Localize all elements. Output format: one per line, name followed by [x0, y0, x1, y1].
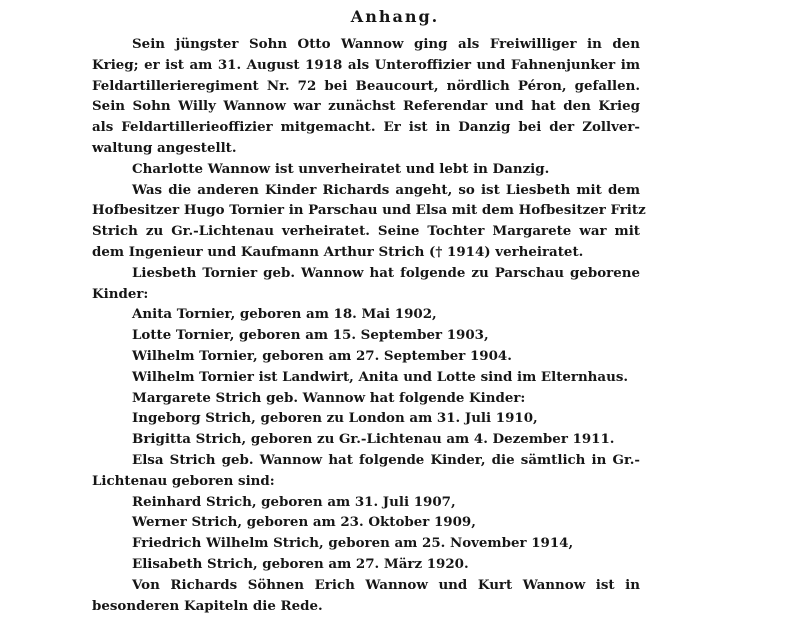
document-body — [92, 34, 646, 616]
page-title: Anhang. — [350, 7, 440, 26]
text-line: Lichtenau geboren sind: — [92, 472, 275, 489]
text-line: Reinhard Strich, geboren am 31. Juli 1907, — [132, 493, 456, 510]
text-line: Elsa Strich geb. Wannow hat folgende Kinder, die sämtlich in Gr.- — [132, 451, 640, 468]
text-line: Wilhelm Tornier, geboren am 27. September 1904. — [132, 347, 512, 364]
text-line: Krieg; er ist am 31. August 1918 als Unteroffizier und Fahnenjunker im — [92, 56, 640, 73]
text-line: Feldartillerieregiment Nr. 72 bei Beaucourt, nördlich Péron, gefallen. — [92, 77, 640, 94]
text-line: Von Richards Söhnen Erich Wannow und Kurt Wannow ist in — [132, 576, 640, 593]
text-line: Strich zu Gr.-Lichtenau verheiratet. Seine Tochter Margarete war mit — [92, 223, 640, 240]
text-line: Kinder: — [92, 285, 149, 302]
text-line: Sein Sohn Willy Wannow war zunächst Referendar und hat den Krieg — [92, 98, 640, 115]
text-line: Charlotte Wannow ist unverheiratet und lebt in Danzig. — [132, 160, 550, 177]
text-line: dem Ingenieur und Kaufmann Arthur Strich († 1914) verheiratet. — [92, 243, 584, 260]
text-line: Brigitta Strich, geboren zu Gr.-Lichtenau am 4. Dezember 1911. — [132, 431, 615, 448]
text-line: als Feldartillerieoffizier mitgemacht. Er ist in Danzig bei der Zollver- — [92, 119, 640, 136]
text-line: Liesbeth Tornier geb. Wannow hat folgende zu Parschau geborene — [132, 264, 640, 281]
text-line: Ingeborg Strich, geboren zu London am 31. Juli 1910, — [132, 410, 538, 427]
text-line: Werner Strich, geboren am 23. Oktober 1909, — [132, 514, 476, 531]
text-line: besonderen Kapiteln die Rede. — [92, 597, 323, 614]
text-line: Sein jüngster Sohn Otto Wannow ging als Freiwilliger in den — [132, 36, 640, 52]
text-line: Hofbesitzer Hugo Tornier in Parschau und Elsa mit dem Hofbesitzer Fritz — [92, 202, 646, 219]
text-line: Anita Tornier, geboren am 18. Mai 1902, — [132, 306, 437, 323]
text-line: Wilhelm Tornier ist Landwirt, Anita und Lotte sind im Elternhaus. — [132, 368, 629, 385]
text-line: Lotte Tornier, geboren am 15. September 1903, — [132, 327, 489, 344]
text-line: waltung angestellt. — [92, 139, 237, 156]
text-line: Friedrich Wilhelm Strich, geboren am 25. November 1914, — [132, 535, 574, 552]
text-line: Was die anderen Kinder Richards angeht, so ist Liesbeth mit dem — [132, 181, 640, 198]
text-line: Margarete Strich geb. Wannow hat folgende Kinder: — [132, 389, 526, 406]
text-line: Elisabeth Strich, geboren am 27. März 1920. — [132, 555, 469, 572]
